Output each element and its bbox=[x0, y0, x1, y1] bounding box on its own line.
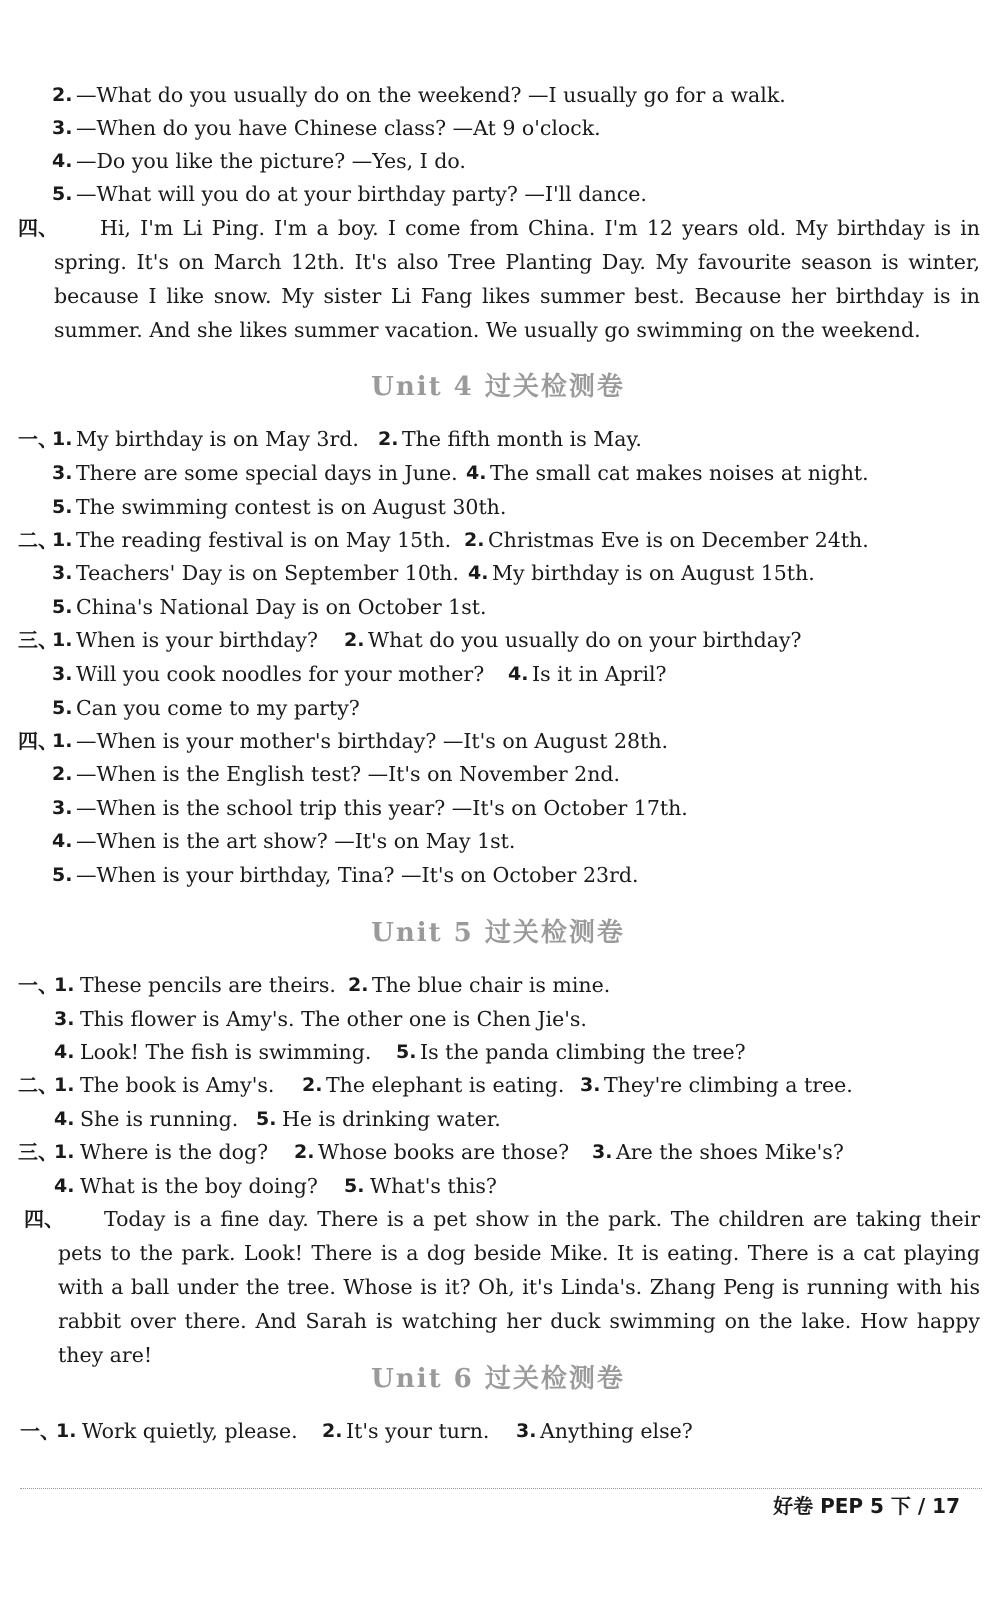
item-number: 5. bbox=[52, 697, 73, 719]
item-text: Are the shoes Mike's? bbox=[616, 1140, 844, 1164]
item-number: 1. bbox=[52, 730, 73, 752]
item-number: 5. bbox=[52, 183, 73, 205]
passage-paragraph bbox=[58, 1202, 980, 1372]
section-marker: 一、 bbox=[20, 1419, 60, 1443]
answer-line bbox=[0, 1102, 996, 1136]
item-text: —When is the art show? —It's on May 1st. bbox=[76, 829, 516, 853]
item-text: What is the boy doing? bbox=[80, 1174, 318, 1198]
item-text: He is drinking water. bbox=[282, 1107, 501, 1131]
item-number: 2. bbox=[344, 629, 365, 651]
item-number: 3. bbox=[52, 562, 73, 584]
item-text: —Do you like the picture? —Yes, I do. bbox=[76, 149, 466, 173]
item-text: The book is Amy's. bbox=[80, 1073, 275, 1097]
section-marker: 四、 bbox=[24, 1207, 64, 1231]
answer-line bbox=[0, 78, 996, 112]
answer-line bbox=[0, 623, 996, 657]
item-text: —When is the English test? —It's on November 2nd. bbox=[76, 762, 621, 786]
item-number: 5. bbox=[52, 596, 73, 618]
item-text: This flower is Amy's. The other one is Chen Jie's. bbox=[80, 1007, 587, 1031]
answer-line bbox=[0, 590, 996, 624]
passage-text: Today is a fine day. There is a pet show in the park. The children are taking their pets to the park. Look! There is a dog beside Mike. It is eating. There is a cat playing with a ball under the tree. Whose is it? Oh, it's Linda's. Zhang Peng is running with his rabbit over there. And Sarah is watching her duck swimming on the lake. How happy they are! bbox=[58, 1207, 980, 1367]
unit-4-title: Unit 4 过关检测卷 bbox=[371, 372, 625, 402]
item-text: Christmas Eve is on December 24th. bbox=[488, 528, 869, 552]
answer-line bbox=[0, 1068, 996, 1102]
item-text: —What will you do at your birthday party? —I'll dance. bbox=[76, 182, 647, 206]
item-number: 5. bbox=[344, 1175, 365, 1197]
item-text: The fifth month is May. bbox=[402, 427, 642, 451]
item-text: —When is the school trip this year? —It's on October 17th. bbox=[76, 796, 688, 820]
item-number: 1. bbox=[54, 974, 75, 996]
item-number: 2. bbox=[322, 1420, 343, 1442]
answer-line bbox=[0, 144, 996, 178]
answer-line bbox=[0, 490, 996, 524]
item-number: 2. bbox=[302, 1074, 323, 1096]
item-text: What do you usually do on your birthday? bbox=[368, 628, 802, 652]
answer-line bbox=[0, 1135, 996, 1169]
item-number: 3. bbox=[580, 1074, 601, 1096]
unit-5-title: Unit 5 过关检测卷 bbox=[371, 918, 625, 948]
item-number: 3. bbox=[516, 1420, 537, 1442]
item-text: Where is the dog? bbox=[80, 1140, 269, 1164]
item-number: 3. bbox=[52, 462, 73, 484]
item-number: 5. bbox=[396, 1041, 417, 1063]
section-marker: 一、 bbox=[18, 427, 58, 451]
item-text: Teachers' Day is on September 10th. bbox=[76, 561, 459, 585]
answer-line bbox=[0, 556, 996, 590]
item-text: The elephant is eating. bbox=[326, 1073, 565, 1097]
answer-line bbox=[0, 1169, 996, 1203]
item-number: 2. bbox=[378, 428, 399, 450]
section-marker: 一、 bbox=[18, 973, 58, 997]
section-marker: 四、 bbox=[18, 216, 58, 240]
item-number: 3. bbox=[52, 117, 73, 139]
answer-line bbox=[0, 858, 996, 892]
answer-line bbox=[0, 1035, 996, 1069]
item-number: 5. bbox=[52, 496, 73, 518]
answer-line bbox=[0, 724, 996, 758]
item-number: 2. bbox=[348, 974, 369, 996]
item-number: 1. bbox=[52, 428, 73, 450]
item-number: 4. bbox=[52, 150, 73, 172]
item-number: 5. bbox=[256, 1108, 277, 1130]
item-number: 4. bbox=[54, 1041, 75, 1063]
item-text: The swimming contest is on August 30th. bbox=[76, 495, 507, 519]
item-number: 2. bbox=[52, 763, 73, 785]
item-number: 1. bbox=[56, 1420, 77, 1442]
item-text: —What do you usually do on the weekend? —I usually go for a walk. bbox=[76, 83, 786, 107]
answer-line bbox=[0, 824, 996, 858]
item-number: 4. bbox=[468, 562, 489, 584]
answer-line bbox=[0, 523, 996, 557]
answer-line bbox=[0, 422, 996, 456]
page-footer: 好卷 PEP 5 下 / 17 bbox=[773, 1494, 960, 1518]
item-text: Whose books are those? bbox=[318, 1140, 570, 1164]
item-number: 2. bbox=[464, 529, 485, 551]
answer-line bbox=[0, 456, 996, 490]
item-text: It's your turn. bbox=[346, 1419, 490, 1443]
section-marker: 二、 bbox=[18, 528, 58, 552]
item-number: 3. bbox=[52, 663, 73, 685]
unit-6-title: Unit 6 过关检测卷 bbox=[371, 1364, 625, 1394]
section-marker: 三、 bbox=[18, 1140, 58, 1164]
answer-line bbox=[0, 177, 996, 211]
item-number: 1. bbox=[52, 629, 73, 651]
item-number: 3. bbox=[52, 797, 73, 819]
section-marker: 三、 bbox=[18, 628, 58, 652]
item-number: 1. bbox=[54, 1141, 75, 1163]
item-number: 2. bbox=[52, 84, 73, 106]
item-text: The small cat makes noises at night. bbox=[490, 461, 869, 485]
item-text: When is your birthday? bbox=[76, 628, 318, 652]
item-number: 5. bbox=[52, 864, 73, 886]
item-text: The blue chair is mine. bbox=[372, 973, 611, 997]
item-text: There are some special days in June. bbox=[76, 461, 458, 485]
section-marker: 四、 bbox=[18, 729, 58, 753]
item-text: These pencils are theirs. bbox=[80, 973, 336, 997]
item-number: 3. bbox=[592, 1141, 613, 1163]
answer-line bbox=[0, 968, 996, 1002]
passage-paragraph bbox=[54, 211, 980, 347]
item-text: Will you cook noodles for your mother? bbox=[76, 662, 485, 686]
item-text: —When is your mother's birthday? —It's on August 28th. bbox=[76, 729, 669, 753]
answer-line bbox=[0, 657, 996, 691]
item-number: 4. bbox=[466, 462, 487, 484]
footer-divider bbox=[20, 1488, 982, 1489]
item-number: 4. bbox=[52, 830, 73, 852]
item-text: Is it in April? bbox=[532, 662, 667, 686]
answer-line bbox=[0, 757, 996, 791]
item-number: 1. bbox=[52, 529, 73, 551]
item-number: 4. bbox=[508, 663, 529, 685]
item-text: My birthday is on August 15th. bbox=[492, 561, 815, 585]
item-text: Look! The fish is swimming. bbox=[80, 1040, 372, 1064]
answer-line bbox=[0, 691, 996, 725]
item-text: The reading festival is on May 15th. bbox=[76, 528, 452, 552]
section-marker: 二、 bbox=[18, 1073, 58, 1097]
item-text: Can you come to my party? bbox=[76, 696, 360, 720]
passage-text: Hi, I'm Li Ping. I'm a boy. I come from China. I'm 12 years old. My birthday is in spring. It's on March 12th. It's also Tree Planting Day. My favourite season is winter, because I like snow. My sister Li Fang likes summer best. Because her birthday is in summer. And she likes summer vacation. We usually go swimming on the weekend. bbox=[54, 216, 980, 342]
answer-line bbox=[0, 1414, 996, 1448]
item-text: They're climbing a tree. bbox=[604, 1073, 853, 1097]
item-number: 4. bbox=[54, 1175, 75, 1197]
item-text: —When is your birthday, Tina? —It's on October 23rd. bbox=[76, 863, 639, 887]
item-number: 4. bbox=[54, 1108, 75, 1130]
item-text: —When do you have Chinese class? —At 9 o'clock. bbox=[76, 116, 601, 140]
item-text: Anything else? bbox=[540, 1419, 693, 1443]
answer-line bbox=[0, 1002, 996, 1036]
item-text: Is the panda climbing the tree? bbox=[420, 1040, 746, 1064]
item-text: My birthday is on May 3rd. bbox=[76, 427, 359, 451]
item-text: She is running. bbox=[80, 1107, 239, 1131]
item-text: China's National Day is on October 1st. bbox=[76, 595, 487, 619]
item-text: Work quietly, please. bbox=[82, 1419, 298, 1443]
answer-line bbox=[0, 111, 996, 145]
item-number: 3. bbox=[54, 1008, 75, 1030]
item-text: What's this? bbox=[370, 1174, 497, 1198]
answer-line bbox=[0, 791, 996, 825]
item-number: 1. bbox=[54, 1074, 75, 1096]
item-number: 2. bbox=[294, 1141, 315, 1163]
